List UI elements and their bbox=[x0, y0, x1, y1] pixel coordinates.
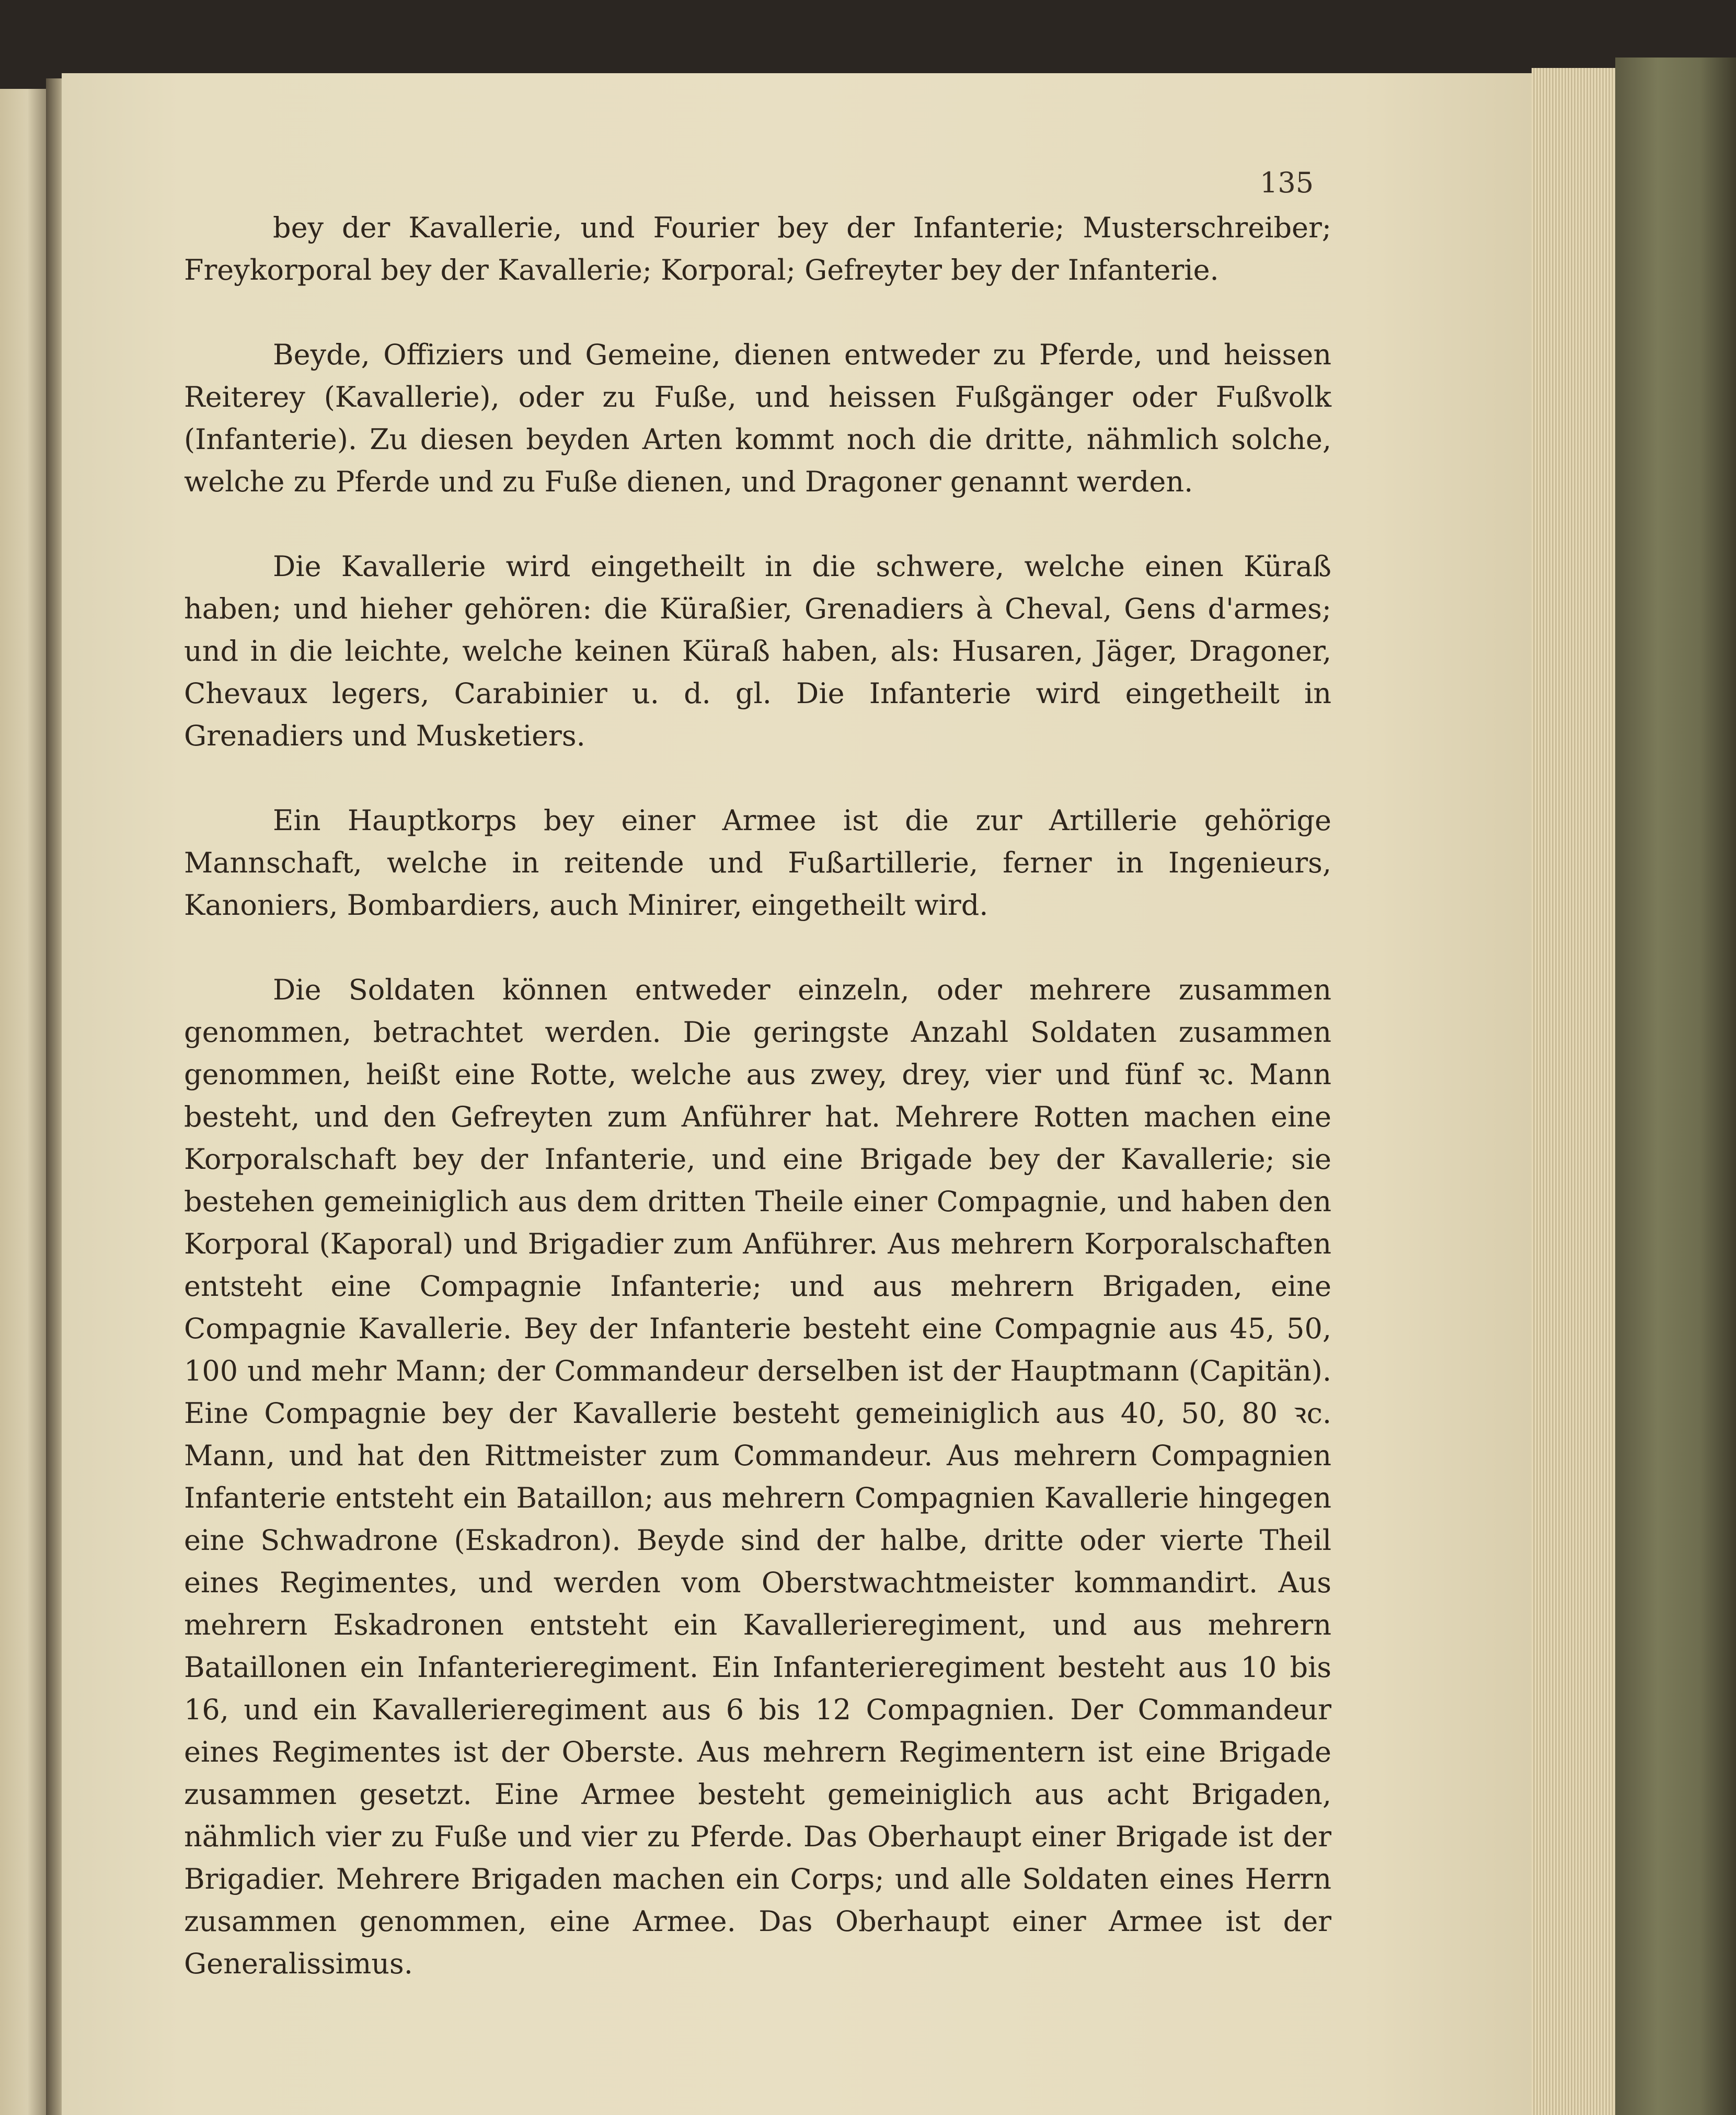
body-text bbox=[184, 206, 1331, 1985]
left-page-edge bbox=[0, 89, 50, 2115]
paragraph: Die Kavallerie wird eingetheilt in die schwere, welche einen Küraß haben; und hieher gehören: die Küraßier, Grenadiers à Cheval, Gens d'armes; und in die leichte, welche keinen Küraß haben, als: Husaren, Jäger, Dragoner, Chevaux legers, Carabinier u. d. gl. Die Infanterie wird eingetheilt in Grenadiers und Musketiers. bbox=[184, 550, 1331, 752]
paragraph: Ein Hauptkorps bey einer Armee ist die zur Artillerie gehörige Mannschaft, welche in reitende und Fußartillerie, ferner in Ingenieurs, Kanoniers, Bombardiers, auch Minirer, eingetheilt wird. bbox=[184, 804, 1331, 922]
page-edges bbox=[1532, 68, 1620, 2115]
paragraph: bey der Kavallerie, und Fourier bey der Infanterie; Musterschreiber; Freykorporal bey der Kavallerie; Korporal; Gefreyter bey der Infanterie. bbox=[184, 211, 1331, 286]
paragraph: Beyde, Offiziers und Gemeine, dienen entweder zu Pferde, und heissen Reiterey (Kavallerie), oder zu Fuße, und heissen Fußgänger oder Fußvolk (Infanterie). Zu diesen beyden Arten kommt noch die dritte, nähmlich solche, welche zu Pferde und zu Fuße dienen, und Dragoner genannt werden. bbox=[184, 338, 1331, 498]
book-cover bbox=[1615, 58, 1736, 2115]
paragraph: Die Soldaten können entweder einzeln, oder mehrere zusammen genommen, betrachtet werden. Die geringste Anzahl Soldaten zusammen genommen, heißt eine Rotte, welche aus zwey, drey, vier und fünf ꝛc. Mann besteht, und den Gefreyten zum Anführer hat. Mehrere Rotten machen eine Korporalschaft bey der Infanterie, und eine Brigade bey der Kavallerie; sie bestehen gemeiniglich aus dem dritten Theile einer Compagnie, und haben den Korporal (Kaporal) und Brigadier zum Anführer. Aus mehrern Korporalschaften entsteht eine Compagnie Infanterie; und aus mehrern Brigaden, eine Compagnie Kavallerie. Bey der Infanterie besteht eine Compagnie aus 45, 50, 100 und mehr Mann; der Commandeur derselben ist der Hauptmann (Capitän). Eine Compagnie bey der Kavallerie besteht gemeiniglich aus 40, 50, 80 ꝛc. Mann, und hat den Rittmeister zum Commandeur. Aus mehrern Compagnien Infanterie entsteht ein Bataillon; aus mehrern Compagnien Kavallerie hingegen eine Schwadrone (Eskadron). Beyde sind der halbe, dritte oder vierte Theil eines Regimentes, und werden vom Oberstwachtmeister kommandirt. Aus mehrern Eskadronen entsteht ein Kavallerieregiment, und aus mehrern Bataillonen ein Infanterieregiment. Ein Infanterieregiment besteht aus 10 bis 16, und ein Kavallerieregiment aus 6 bis 12 Compagnien. Der Commandeur eines Regimentes ist der Oberste. Aus mehrern Regimentern ist eine Brigade zusammen gesetzt. Eine Armee besteht gemeiniglich aus acht Brigaden, nähmlich vier zu Fuße und vier zu Pferde. Das Oberhaupt einer Brigade ist der Brigadier. Mehrere Brigaden machen ein Corps; und alle Soldaten eines Herrn zusammen genommen, eine Armee. Das Oberhaupt einer Armee ist der Generalissimus. bbox=[184, 973, 1331, 1980]
page-number: 135 bbox=[1260, 166, 1314, 199]
